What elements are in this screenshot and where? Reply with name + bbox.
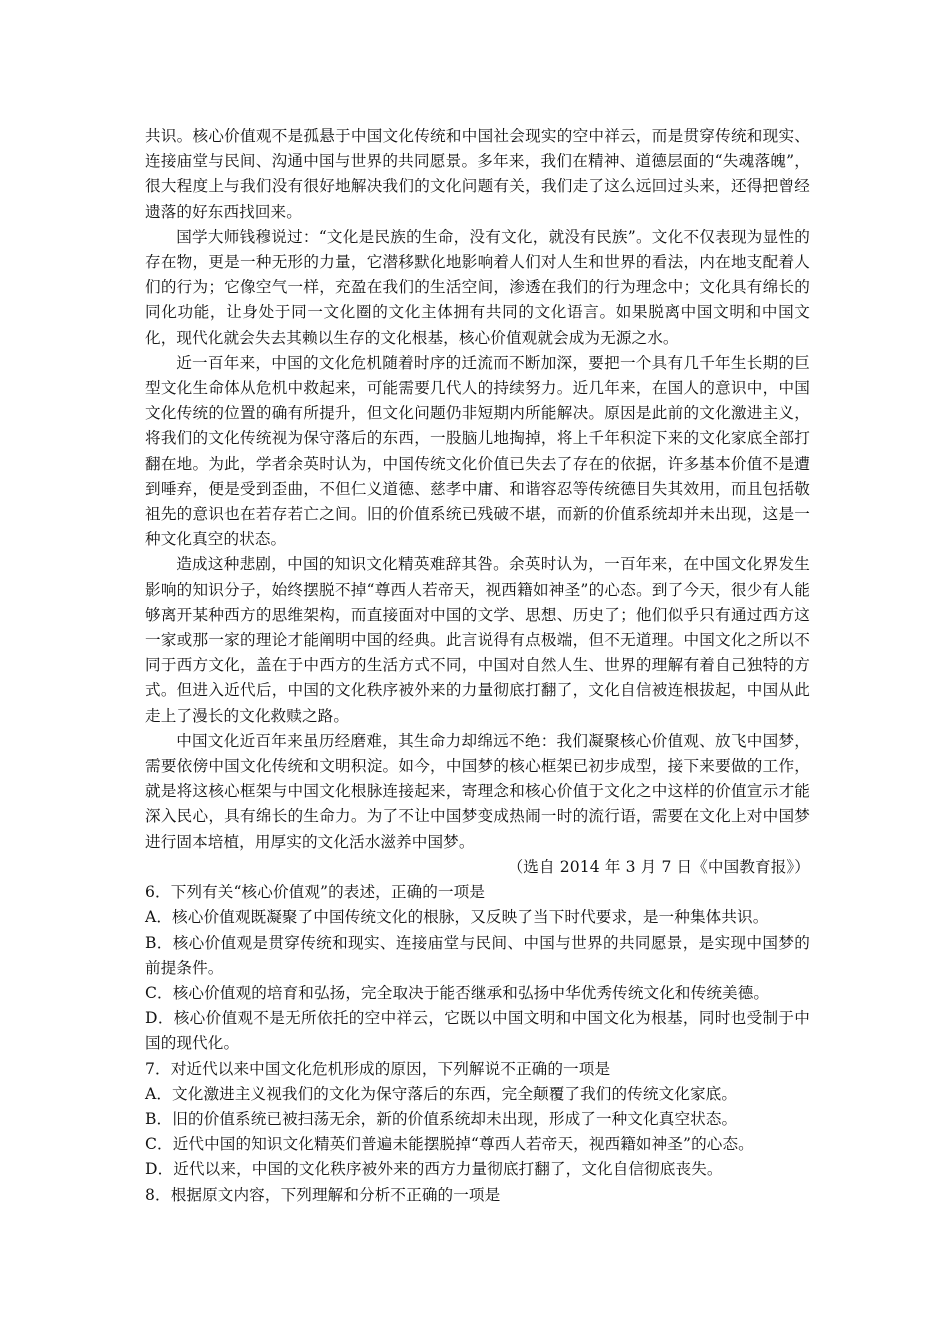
article-paragraph-5: 中国文化近百年来虽历经磨难，其生命力却绵远不绝：我们凝聚核心价值观、放飞中国梦，需要依傍中国文化传统和文明积淀。如今，中国梦的核心框架已初步成型，接下来要做的工作，就是将这核心框架与中国文化根脉连接起来，寄理念和核心价值于文化之中这样的价值宣示才能深入民心，具有绵长的生命力。为了不让中国梦变成热闹一时的流行语，需要在文化上对中国梦进行固本培植，用厚实的文化活水滋养中国梦。 <box>145 731 810 851</box>
question-stem: 6．下列有关“核心价值观”的表述，正确的一项是 <box>145 883 486 902</box>
question-option-a: A．核心价值观既凝聚了中国传统文化的根脉，又反映了当下时代要求，是一种集体共识。 <box>145 908 769 927</box>
question-7 <box>145 1057 810 1183</box>
article-paragraph-4: 造成这种悲剧，中国的知识文化精英难辞其咎。余英时认为，一百年来，在中国文化界发生影响的知识分子，始终摆脱不掉“尊西人若帝天，视西籍如神圣”的心态。到了今天，很少有人能够离开某种西方的思维架构，而直接面对中国的文学、思想、历史了；他们似乎只有通过西方这一家或那一家的理论才能阐明中国的经典。此言说得有点极端，但不无道理。中国文化之所以不同于西方文化，盖在于中西方的生活方式不同，中国对自然人生、世界的理解有着自己独特的方式。但进入近代后，中国的文化秩序被外来的力量彻底打翻了，文化自信被连根拔起，中国从此走上了漫长的文化救赎之路。 <box>145 555 810 725</box>
question-8 <box>145 1183 810 1208</box>
question-option-a: A．文化激进主义视我们的文化为保守落后的东西，完全颠覆了我们的传统文化家底。 <box>145 1084 738 1103</box>
question-option-d: D．近代以来，中国的文化秩序被外来的西方力量彻底打翻了，文化自信彻底丧失。 <box>145 1160 723 1179</box>
question-option-b: B．旧的价值系统已被扫荡无余，新的价值系统却未出现，形成了一种文化真空状态。 <box>145 1109 738 1128</box>
article-paragraph-2: 国学大师钱穆说过：“文化是民族的生命，没有文化，就没有民族”。文化不仅表现为显性的存在物，更是一种无形的力量，它潜移默化地影响着人们对人生和世界的看法，内在地支配着人们的行为；它像空气一样，充盈在我们的生活空间，渗透在我们的行为理念中；文化具有绵长的同化功能，让身处于同一文化圈的文化主体拥有共同的文化语言。如果脱离中国文明和中国文化，现代化就会失去其赖以生存的文化根基，核心价值观就会成为无源之水。 <box>145 227 810 347</box>
question-option-c: C．核心价值观的培育和弘扬，完全取决于能否继承和弘扬中华优秀传统文化和传统美德。 <box>145 983 770 1002</box>
article-paragraph-3: 近一百年来，中国的文化危机随着时序的迁流而不断加深，要把一个具有几千年生长期的巨型文化生命体从危机中救起来，可能需要几代人的持续努力。近几年来，在国人的意识中，中国文化传统的位置的确有所提升，但文化问题仍非短期内所能解决。原因是此前的文化激进主义，将我们的文化传统视为保守落后的东西，一股脑儿地掏掉，将上千年积淀下来的文化家底全部打翻在地。为此，学者余英时认为，中国传统文化价值已失去了存在的依据，许多基本价值不是遭到唾弃，便是受到歪曲，不但仁义道德、慈孝中庸、和谐容忍等传统德目失其效用，而且包括敬祖先的意识也在若存若亡之间。旧的价值系统已残破不堪，而新的价值系统却并未出现，这是一种文化真空的状态。 <box>145 353 810 549</box>
question-option-d: D．核心价值观不是无所依托的空中祥云，它既以中国文明和中国文化为根基，同时也受制于中国的现代化。 <box>145 1009 810 1053</box>
article-source-citation: （选自 2014 年 3 月 7 日《中国教育报》） <box>507 857 810 876</box>
question-stem: 7．对近代以来中国文化危机形成的原因，下列解说不正确的一项是 <box>145 1059 611 1078</box>
question-6 <box>145 880 810 1056</box>
document-page <box>145 124 810 1208</box>
article-paragraph-1: 共识。核心价值观不是孤悬于中国文化传统和中国社会现实的空中祥云，而是贯穿传统和现实、连接庙堂与民间、沟通中国与世界的共同愿景。多年来，我们在精神、道德层面的“失魂落魄”，很大程度上与我们没有很好地解决我们的文化问题有关，我们走了这么远回过头来，还得把曾经遗落的好东西找回来。 <box>145 127 810 221</box>
question-stem: 8．根据原文内容，下列理解和分析不正确的一项是 <box>145 1185 501 1204</box>
question-option-b: B．核心价值观是贯穿传统和现实、连接庙堂与民间、中国与世界的共同愿景，是实现中国梦的前提条件。 <box>145 933 810 977</box>
article-body <box>145 124 810 880</box>
question-option-c: C．近代中国的知识文化精英们普遍未能摆脱掉“尊西人若帝天，视西籍如神圣”的心态。 <box>145 1135 754 1154</box>
